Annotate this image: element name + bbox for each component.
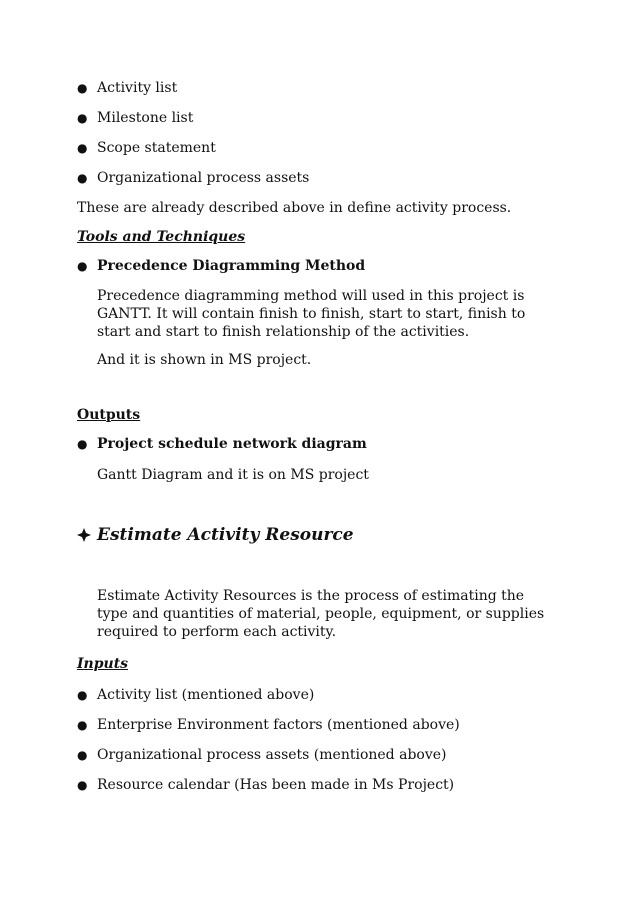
list-item: Activity list xyxy=(97,80,178,96)
bullet-icon: ● xyxy=(77,778,88,792)
list-item: Organizational process assets (mentioned above) xyxy=(97,747,447,763)
estimate-paragraph-line: Estimate Activity Resources is the process of estimating the xyxy=(97,588,525,604)
tools-heading: Tools and Techniques xyxy=(77,229,246,245)
gantt-paragraph: Gantt Diagram and it is on MS project xyxy=(97,467,369,483)
bullet-icon: ● xyxy=(77,748,88,762)
bullet-icon: ● xyxy=(77,718,88,732)
pdm-paragraph-line: GANTT. It will contain finish to finish, start to start, finish to xyxy=(97,306,526,322)
list-item: Scope statement xyxy=(97,140,216,156)
outputs-heading: Outputs xyxy=(77,407,141,423)
pdm-paragraph-line: Precedence diagramming method will used in this project is xyxy=(97,288,525,304)
bullet-icon: ● xyxy=(77,437,88,451)
diamond-bullet-icon xyxy=(77,528,91,542)
section-title: Estimate Activity Resource xyxy=(97,525,354,545)
pdm-paragraph-line: start and start to finish relationship of the activities. xyxy=(97,324,470,340)
list-item: Milestone list xyxy=(97,110,194,126)
described-paragraph: These are already described above in define activity process. xyxy=(77,200,512,216)
list-item: Organizational process assets xyxy=(97,170,310,186)
bullet-icon: ● xyxy=(77,171,88,185)
bullet-icon: ● xyxy=(77,111,88,125)
list-item: Activity list (mentioned above) xyxy=(97,687,315,703)
bullet-icon: ● xyxy=(77,688,88,702)
list-item: Enterprise Environment factors (mentioned above) xyxy=(97,717,460,733)
pdm-item: Precedence Diagramming Method xyxy=(97,258,366,274)
bullet-icon: ● xyxy=(77,81,88,95)
estimate-paragraph-line: required to perform each activity. xyxy=(97,624,337,640)
bullet-icon: ● xyxy=(77,259,88,273)
list-item: Resource calendar (Has been made in Ms Project) xyxy=(97,777,455,793)
section-heading xyxy=(77,523,354,547)
ms-project-paragraph: And it is shown in MS project. xyxy=(97,352,312,368)
bullet-icon: ● xyxy=(77,141,88,155)
inputs-heading: Inputs xyxy=(77,656,129,672)
estimate-paragraph-line: type and quantities of material, people, equipment, or supplies xyxy=(97,606,545,622)
network-diagram-item: Project schedule network diagram xyxy=(97,436,367,452)
